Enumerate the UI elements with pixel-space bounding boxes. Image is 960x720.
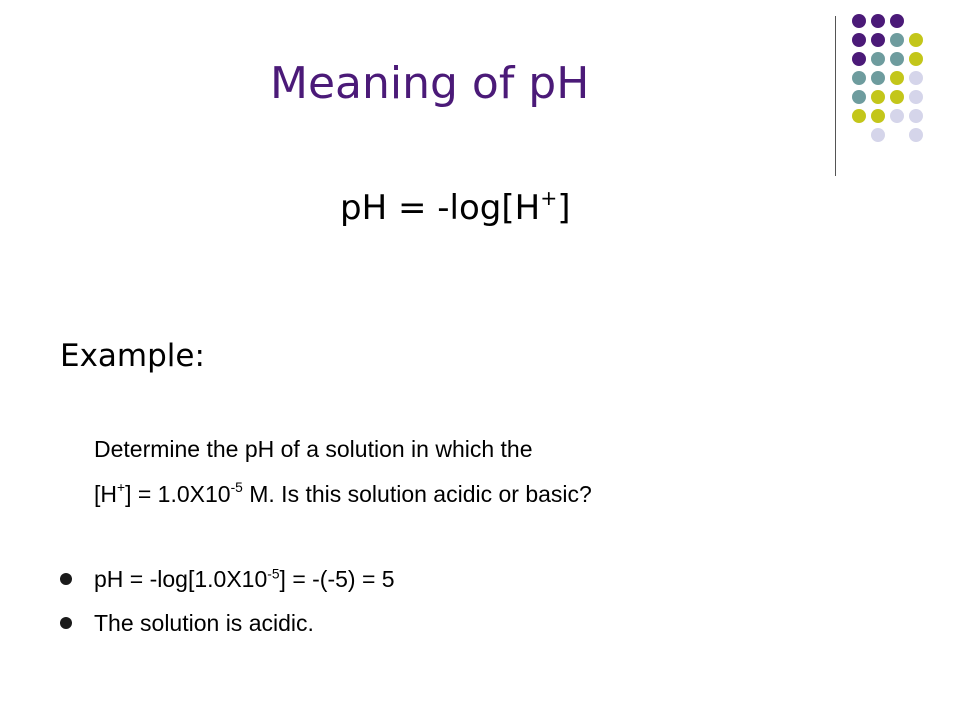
- bullet-calc-exponent: -5: [267, 566, 280, 582]
- decorative-dot: [909, 33, 923, 47]
- question-ask: M. Is this solution acidic or basic?: [242, 481, 592, 507]
- decorative-dot: [890, 71, 904, 85]
- list-item: [60, 606, 395, 650]
- decorative-dot: [852, 109, 866, 123]
- decorative-dot: [871, 33, 885, 47]
- decorative-dot: [909, 71, 923, 85]
- decorative-dot: [909, 109, 923, 123]
- decorative-dot: [890, 52, 904, 66]
- formula-superscript: +: [540, 185, 558, 210]
- bullet-calc-part1: pH = -log[1.0X10: [94, 566, 268, 592]
- example-label: Example:: [60, 338, 205, 374]
- decorative-dot: [852, 14, 866, 28]
- decorative-dot: [871, 90, 885, 104]
- decorative-dot: [871, 14, 885, 28]
- formula-main: pH = -log[H: [340, 188, 541, 228]
- decorative-dot: [909, 128, 923, 142]
- decorative-dot: [871, 128, 885, 142]
- decorative-dot: [909, 90, 923, 104]
- question-exponent: -5: [230, 479, 243, 495]
- bullet-icon: [60, 617, 72, 629]
- decorative-dot: [871, 109, 885, 123]
- question-line-1: Determine the pH of a solution in which the: [94, 436, 533, 462]
- question-h-open: [H: [94, 481, 117, 507]
- decorative-dot: [890, 33, 904, 47]
- decorative-dot: [852, 71, 866, 85]
- decorative-dot: [871, 71, 885, 85]
- bullet-calc-part2: ] = -(-5) = 5: [279, 566, 395, 592]
- decorative-dot: [852, 90, 866, 104]
- question-line-2: [94, 481, 592, 508]
- decorative-dot: [871, 52, 885, 66]
- question-h-charge: +: [117, 479, 126, 495]
- answer-bullet-list: [60, 562, 395, 650]
- decorative-dot: [890, 109, 904, 123]
- bullet-icon: [60, 573, 72, 585]
- formula-close: ]: [557, 188, 571, 228]
- list-item: [60, 562, 395, 606]
- vertical-divider: [835, 16, 836, 176]
- ph-formula: [340, 185, 571, 228]
- decorative-dot: [852, 52, 866, 66]
- decorative-dot: [852, 33, 866, 47]
- bullet-conclusion: The solution is acidic.: [94, 610, 314, 636]
- decorative-dot-grid: [852, 14, 940, 154]
- decorative-dot: [890, 14, 904, 28]
- decorative-dot: [890, 90, 904, 104]
- question-concentration: ] = 1.0X10: [125, 481, 231, 507]
- decorative-dot: [909, 52, 923, 66]
- slide-title: Meaning of pH: [270, 58, 590, 109]
